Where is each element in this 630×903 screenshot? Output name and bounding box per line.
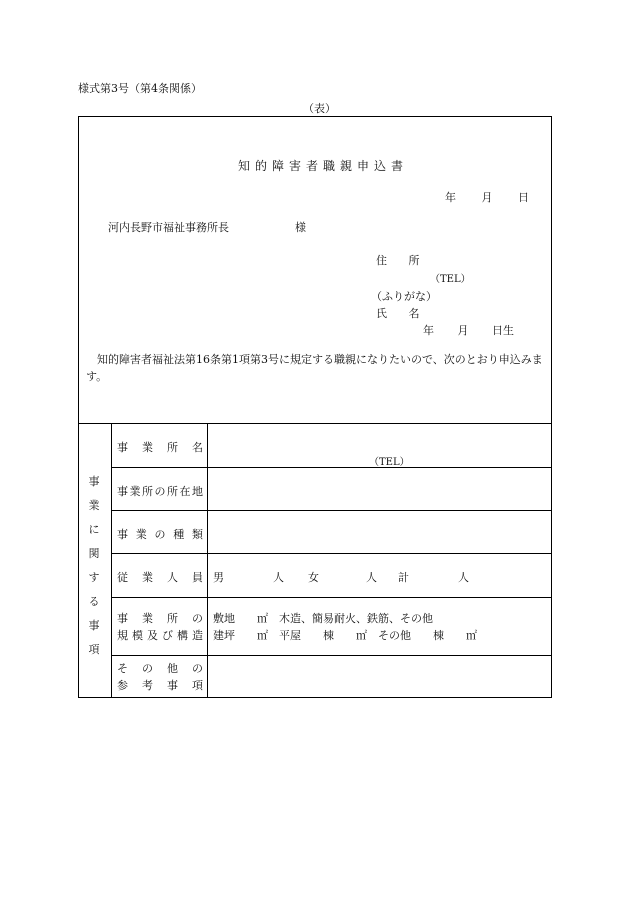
male-unit: 人	[273, 571, 284, 584]
applicant-tel-label: （TEL）	[430, 274, 471, 285]
section-divider	[78, 423, 552, 424]
table-row-line	[111, 597, 552, 598]
date-line: 年 月 日	[445, 191, 529, 204]
male-label: 男	[213, 571, 224, 584]
table-row-line	[111, 553, 552, 554]
female-label: 女	[308, 571, 319, 584]
row-label-business-location: 事業所の所在地	[117, 485, 203, 498]
birth-date-line: 年 月 日生	[423, 324, 514, 337]
address-label: 住 所	[376, 254, 420, 267]
total-label: 計	[398, 571, 409, 584]
application-statement: 知的障害者福祉法第16条第1項第3号に規定する職親になりたいので、次のとおり申込みます。	[86, 353, 543, 383]
section-vertical-label: 事 業 に 関 す る 事 項	[88, 475, 100, 656]
total-unit: 人	[458, 571, 469, 584]
table-vertical-line-1	[111, 424, 112, 698]
table-vertical-line-2	[207, 424, 208, 698]
honorific: 様	[295, 221, 306, 234]
name-label: 氏 名	[376, 307, 420, 320]
addressee: 河内長野市福祉事務所長	[108, 221, 229, 234]
document-title: 知的障害者職親申込書	[238, 159, 409, 173]
row-label-scale-structure: 事業所の 規模及び構造	[117, 612, 203, 642]
front-side-label: （表）	[303, 102, 336, 115]
table-row-line	[111, 510, 552, 511]
structure-line-1: 敷地 ㎡ 木造、簡易耐火、鉄筋、その他	[213, 612, 433, 625]
row-label-business-name: 事業所名	[117, 441, 203, 454]
structure-line-2: 建坪 ㎡ 平屋 棟 ㎡ その他 棟 ㎡	[213, 629, 477, 642]
row-label-employees: 従業人員	[117, 571, 203, 584]
table-row-line	[111, 467, 552, 468]
furigana-label: （ふりがな）	[371, 290, 437, 303]
row-label-other-notes: その他の 参考事項	[117, 662, 203, 692]
form-number: 様式第3号（第4条関係）	[78, 82, 202, 95]
female-unit: 人	[366, 571, 377, 584]
business-tel-label: （TEL）	[369, 457, 410, 468]
table-row-line	[111, 655, 552, 656]
row-label-business-type: 事業の種類	[117, 528, 203, 541]
